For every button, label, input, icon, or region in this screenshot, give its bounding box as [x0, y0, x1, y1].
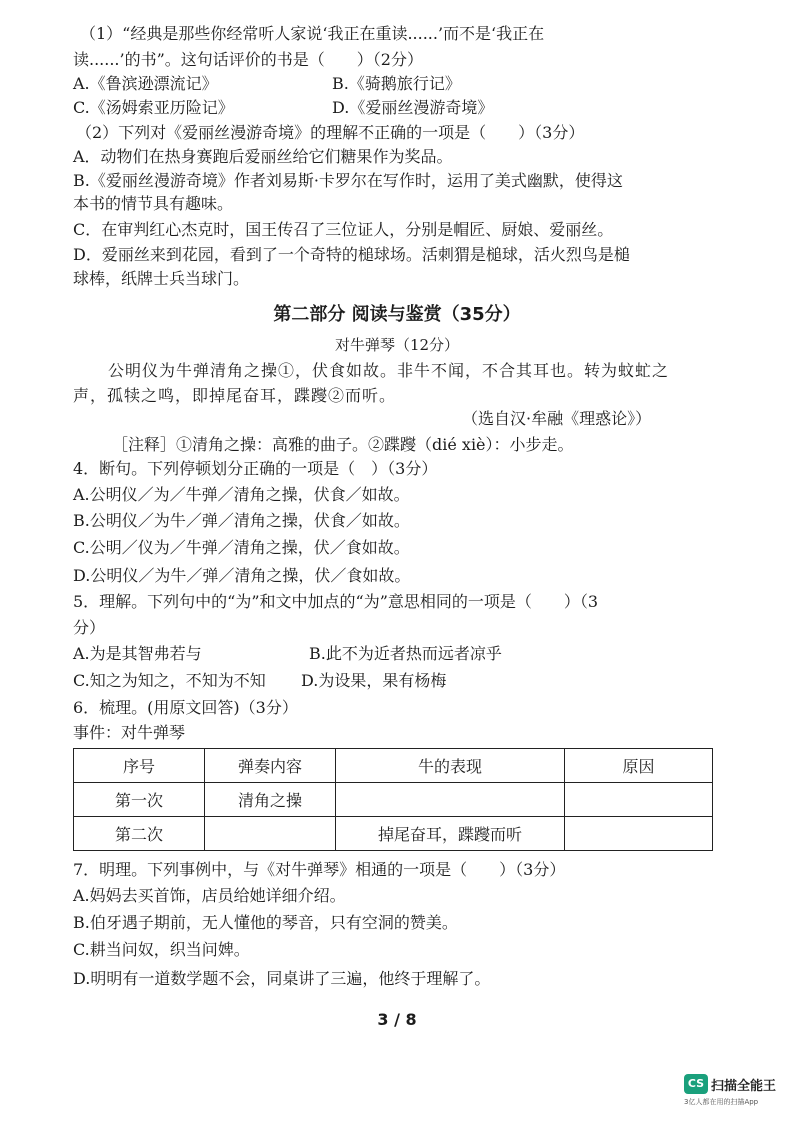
- q6-event: 事件：对牛弹琴: [73, 723, 186, 742]
- q2-option-b-line1: B.《爱丽丝漫游奇境》作者刘易斯·卡罗尔在写作时，运用了美式幽默，使得这: [73, 171, 623, 190]
- q2-option-b-line2: 本书的情节具有趣味。: [73, 194, 234, 213]
- q1-stem-line2: 读......’的书”。这句话评价的书是（ ）（2分）: [73, 50, 423, 69]
- q7-option-d: D.明明有一道数学题不会，同桌讲了三遍，他终于理解了。: [73, 969, 491, 988]
- q7-option-b: B.伯牙遇子期前，无人懂他的琴音，只有空洞的赞美。: [73, 913, 458, 932]
- passage-line1: 公明仪为牛弹清角之操①，伏食如故。非牛不闻，不合其耳也。转为蚊虻之: [108, 361, 670, 380]
- table-cell-blank[interactable]: [565, 817, 713, 851]
- q5-option-b: B.此不为近者热而远者凉乎: [309, 644, 502, 663]
- q4-option-c: C.公明／仪为／牛弹／清角之操，伏／食如故。: [73, 538, 410, 557]
- q5-option-a: A.为是其智弗若与: [73, 644, 202, 663]
- q6-stem: 6．梳理。(用原文回答)（3分）: [73, 698, 298, 717]
- q2-option-c: C．在审判红心杰克时，国王传召了三位证人，分别是帽匠、厨娘、爱丽丝。: [73, 220, 614, 239]
- table-header-cell: 原因: [565, 749, 713, 783]
- table-cell-blank[interactable]: [205, 817, 336, 851]
- table-row: [74, 817, 713, 851]
- q1-option-a: A.《鲁滨逊漂流记》: [73, 74, 218, 93]
- q5-option-d: D.为设果，果有杨梅: [301, 671, 447, 690]
- table-row: [74, 783, 713, 817]
- q4-option-a: A.公明仪／为／牛弹／清角之操，伏食／如故。: [73, 485, 410, 504]
- passage-source: （选自汉·牟融《理惑论》）: [462, 409, 652, 428]
- table-header-cell: 弹奏内容: [205, 749, 336, 783]
- q4-option-b: B.公明仪／为牛／弹／清角之操，伏食／如故。: [73, 511, 410, 530]
- table-header-row: [74, 749, 713, 783]
- part2-heading: 第二部分 阅读与鉴赏（35分）: [273, 304, 521, 325]
- q7-option-c: C.耕当问奴，织当问婢。: [73, 940, 250, 959]
- q5-option-c: C.知之为知之，不知为不知: [73, 671, 266, 690]
- passage-note: ［注释］①清角之操：高雅的曲子。②蹀躞（dié xiè）：小步走。: [112, 435, 574, 454]
- passage-line2: 声，孤犊之鸣，即掉尾奋耳，蹀躞②而听。: [73, 386, 397, 405]
- table-cell: 第二次: [74, 817, 205, 851]
- summary-table: [73, 748, 713, 851]
- q1-option-b: B.《骑鹅旅行记》: [332, 74, 461, 93]
- camscanner-tagline: 3亿人都在用的扫描App: [684, 1098, 759, 1106]
- page-number: 3 / 8: [377, 1010, 417, 1029]
- q1-option-d: D.《爱丽丝漫游奇境》: [332, 98, 494, 117]
- table-header-cell: 序号: [74, 749, 205, 783]
- q7-stem: 7．明理。下列事例中，与《对牛弹琴》相通的一项是（ ）（3分）: [73, 860, 566, 879]
- q1-stem-line1: （1）“经典是那些你经常听人家说‘我正在重读......’而不是‘我正在: [80, 24, 545, 43]
- table-cell: 第一次: [74, 783, 205, 817]
- q7-option-a: A.妈妈去买首饰，店员给她详细介绍。: [73, 886, 346, 905]
- q5-stem-line2: 分）: [73, 618, 106, 637]
- q1-option-c: C.《汤姆索亚历险记》: [73, 98, 234, 117]
- q2-option-d-line1: D．爱丽丝来到花园，看到了一个奇特的槌球场。活刺猬是槌球，活火烈鸟是槌: [73, 245, 630, 264]
- table-cell: 掉尾奋耳，蹀躞而听: [336, 817, 565, 851]
- passage-title: 对牛弹琴（12分）: [334, 336, 460, 354]
- table-cell-blank[interactable]: [565, 783, 713, 817]
- q4-stem: 4．断句。下列停顿划分正确的一项是（ ）（3分）: [73, 459, 438, 478]
- camscanner-logo-icon: CS: [684, 1074, 708, 1094]
- table-header-cell: 牛的表现: [336, 749, 565, 783]
- q2-option-d-line2: 球棒，纸牌士兵当球门。: [73, 269, 250, 288]
- q2-option-a: A．动物们在热身赛跑后爱丽丝给它们糖果作为奖品。: [73, 147, 453, 166]
- q5-stem-line1: 5．理解。下列句中的“为”和文中加点的“为”意思相同的一项是（ ）（3: [73, 592, 599, 611]
- q4-option-d: D.公明仪／为牛／弹／清角之操，伏／食如故。: [73, 566, 411, 585]
- table-cell-blank[interactable]: [336, 783, 565, 817]
- camscanner-name: 扫描全能王: [711, 1079, 777, 1094]
- q2-stem: （2）下列对《爱丽丝漫游奇境》的理解不正确的一项是（ ）（3分）: [76, 123, 585, 142]
- table-cell: 清角之操: [205, 783, 336, 817]
